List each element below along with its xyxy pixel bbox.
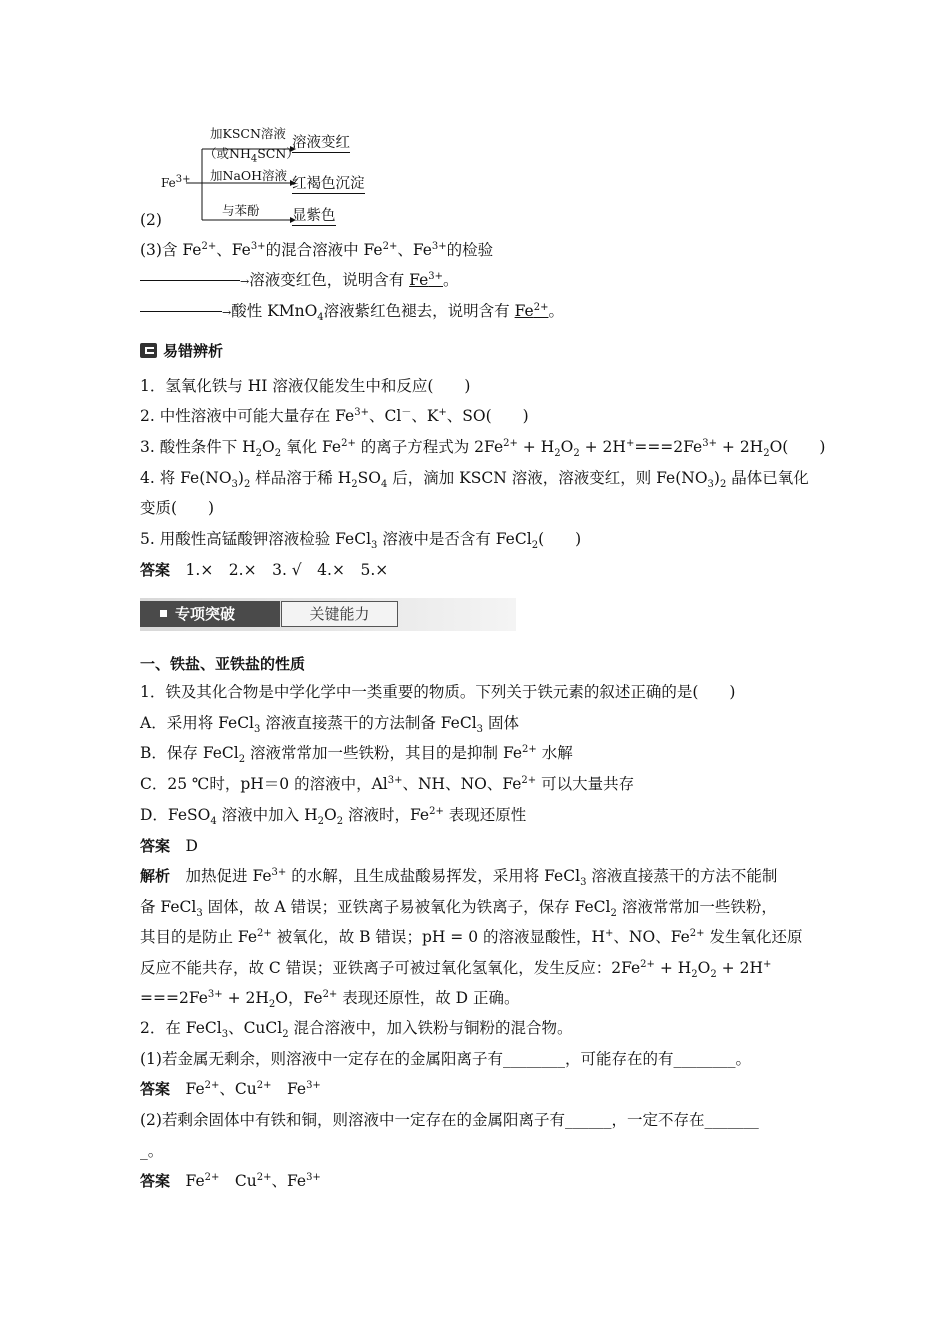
p2-a2: 答案 $Fe^{2+}$ $Cu^{2+}$、$Fe^{3+}$: [140, 1171, 321, 1190]
p1-option-d: D．FeSO$_4$ 溶液中加入 $H_2O_2$ 溶液时，$Fe^{2+}$ 表现还原性: [140, 805, 527, 828]
fe3-test-diagram: [150, 118, 410, 228]
section1-title: 一、铁盐、亚铁盐的性质: [140, 655, 306, 673]
section-banner: [140, 598, 516, 631]
p2-q2: (2)若剩余固体中有铁和铜，则溶液中一定存在的金属阳离子有______，一定不存在_______: [140, 1111, 759, 1129]
test-line-2: →酸性 KMnO$_4$溶液紫红色褪去，说明含有 $Fe^{2+}$。: [140, 301, 564, 323]
p2-q2-end: _。: [140, 1142, 164, 1160]
error-q5: 5. 用酸性高锰酸钾溶液检验 FeCl$_3$ 溶液中是否含有 FeCl$_2$( ): [140, 530, 582, 552]
test-line-1: →溶液变红色，说明含有 $Fe^{3+}$。: [140, 270, 459, 292]
error-q4-cont: 变质( ): [140, 499, 215, 517]
branch2-reagent: 加NaOH溶液: [210, 168, 288, 183]
blank-arrow-line: [140, 311, 222, 312]
blank-arrow-line: [140, 280, 240, 281]
banner-right-tab: 关键能力: [281, 601, 398, 627]
p1-analysis-line3: 其目的是防止 $Fe^{2+}$ 被氧化，故 B 错误；pH = 0 的溶液显酸性，H+、NO、$Fe^{2+}$ 发生氧化还原: [140, 927, 803, 946]
error-q1: 1．氢氧化铁与 HI 溶液仅能发生中和反应( ): [140, 377, 471, 395]
error-q4: 4. 将 $Fe(NO_3)_2$ 样品溶于稀 $H_2SO_4$ 后，滴加 KSCN 溶液，溶液变红，则 $Fe(NO_3)_2$ 晶体已氧化: [140, 469, 809, 491]
p1-analysis-line5: $===2Fe^{3+} + 2H_2O$，$Fe^{2+}$ 表现还原性，故 D 正确。: [140, 988, 520, 1011]
section-marker-icon: [140, 343, 157, 358]
p1-answer: 答案 D: [140, 837, 198, 855]
p1-option-c: C．25 ℃时，pH＝0 的溶液中，$Al^{3+}$、NH、NO、$Fe^{2+}$ 可以大量共存: [140, 774, 635, 793]
p2-a1: 答案 $Fe^{2+}$、$Cu^{2+}$ $Fe^{3+}$: [140, 1079, 321, 1098]
item2-label: (2): [140, 211, 162, 229]
branch3-reagent: 与苯酚: [222, 203, 260, 218]
banner-left-tab: 专项突破: [140, 601, 280, 627]
branch2-result: 红褐色沉淀: [292, 172, 365, 194]
error-q3: 3. 酸性条件下 $H_2O_2$ 氧化 $Fe^{2+}$ 的离子方程式为 $2Fe^{2+} + H_2O_2 + 2H^+===2Fe^{3+} + 2H_2O$( ): [140, 437, 826, 460]
p1-option-a: A．采用将 FeCl$_3$ 溶液直接蒸干的方法制备 FeCl$_3$ 固体: [140, 714, 519, 736]
branch1-result: 溶液变红: [292, 131, 350, 153]
p2-q1: (1)若金属无剩余，则溶液中一定存在的金属阳离子有________，可能存在的有________。: [140, 1050, 751, 1068]
item3-heading: (3)含 $Fe^{2+}$、$Fe^{3+}$的混合溶液中 $Fe^{2+}$、$Fe^{3+}$的检验: [140, 240, 494, 259]
p1-option-b: B．保存 FeCl$_2$ 溶液常常加一些铁粉，其目的是抑制 $Fe^{2+}$ 水解: [140, 743, 573, 766]
p1-analysis-line2: 备 FeCl$_3$ 固体，故 A 错误；亚铁离子易被氧化为铁离子，保存 FeCl$_2$ 溶液常常加一些铁粉，: [140, 898, 777, 920]
p1-analysis-line4: 反应不能共存，故 C 错误；亚铁离子可被过氧化氢氧化，发生反应：$2Fe^{2+} + H_2O_2 + 2H^+$: [140, 958, 772, 981]
branch1-reagent: 加KSCN溶液: [210, 126, 286, 141]
branch3-result: 显紫色: [292, 204, 336, 226]
error-q2: 2. 中性溶液中可能大量存在 $Fe^{3+}$、Cl－、K+、SO( ): [140, 406, 529, 425]
errors-section-title: 易错辨析: [163, 342, 224, 360]
errors-answer: 答案 1.× 2.× 3. √ 4.× 5.×: [140, 561, 389, 579]
p1-analysis-line1: 解析 加热促进 $Fe^{3+}$ 的水解，且生成盐酸易挥发，采用将 FeCl$_3$ 溶液直接蒸干的方法不能制: [140, 866, 778, 889]
p1-stem: 1．铁及其化合物是中学化学中一类重要的物质。下列关于铁元素的叙述正确的是( ): [140, 683, 736, 701]
branch1-reagent-alt: （或$NH_4SCN$）: [204, 146, 299, 165]
p2-stem: 2．在 FeCl$_3$、CuCl$_2$ 混合溶液中，加入铁粉与铜粉的混合物。: [140, 1019, 573, 1041]
diagram-source-ion: $Fe^{3+}$: [161, 174, 191, 190]
